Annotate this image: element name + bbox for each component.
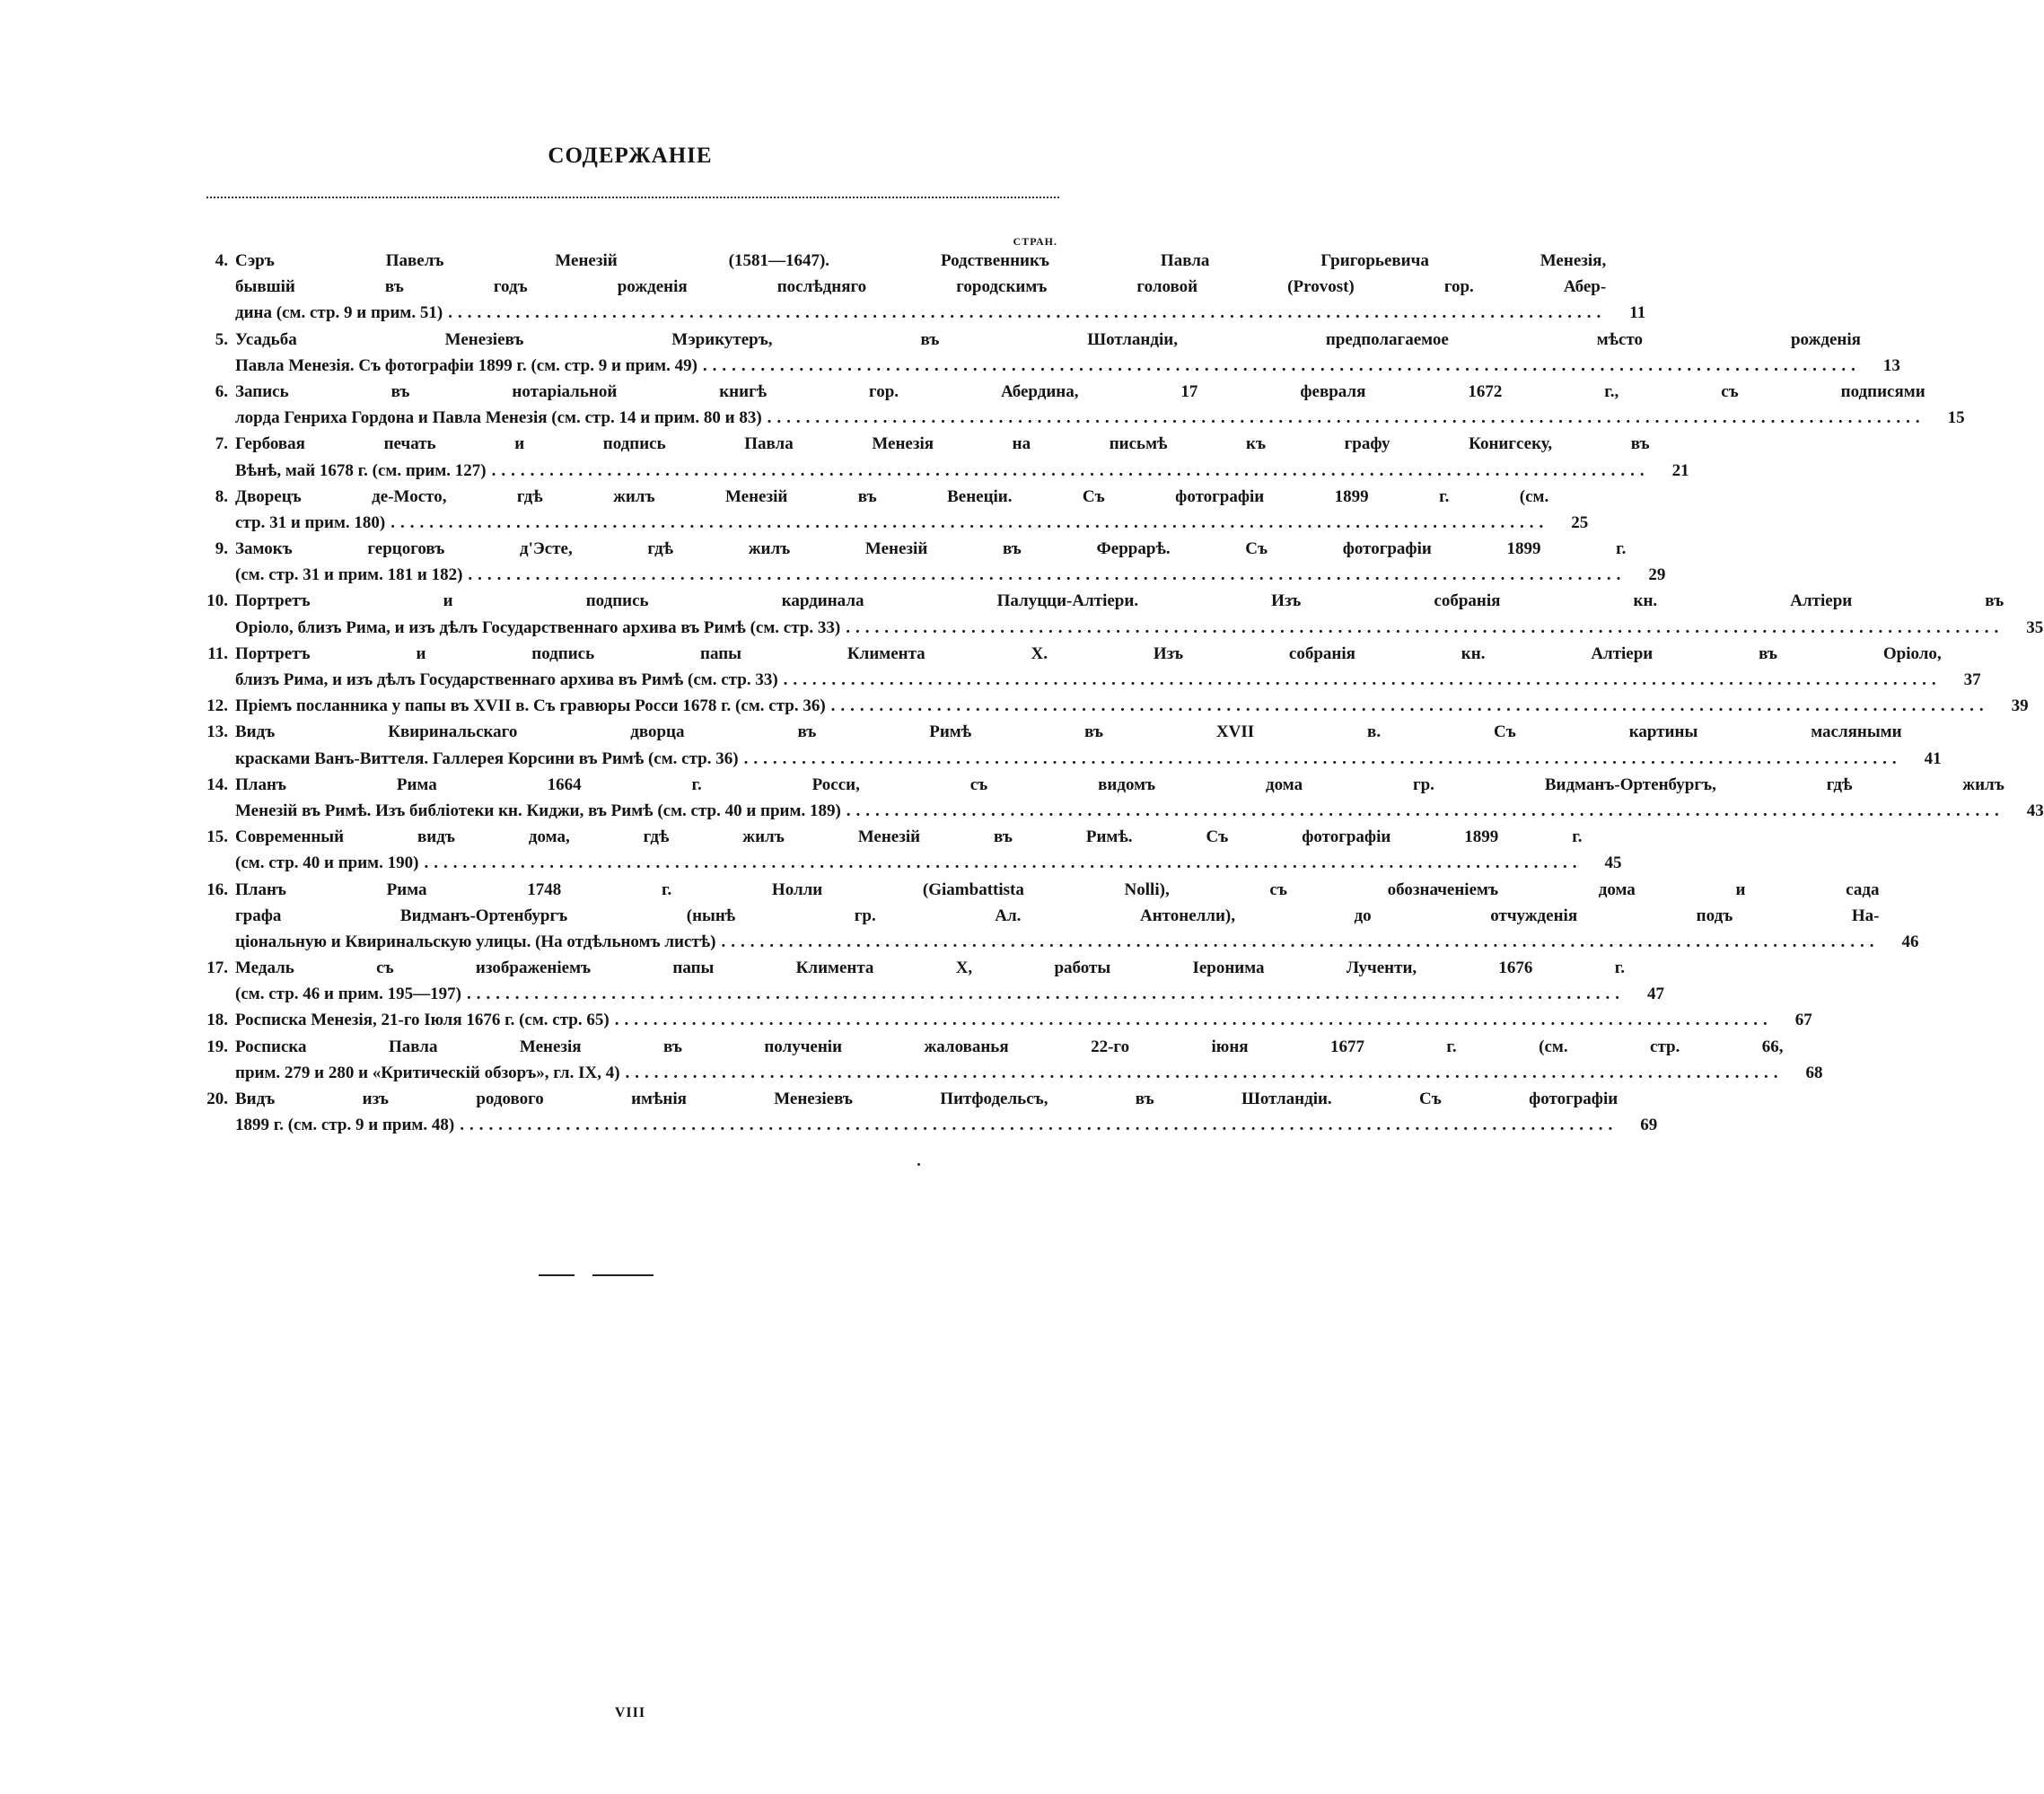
entry-number-column — [190, 877, 235, 903]
leader-dots: ........................................................................................................................ — [846, 801, 2005, 820]
entry-line-text: Портретъ и подпись папы Климента X. Изъ собранія кн. Алтіери въ Оріоло, — [235, 643, 1942, 663]
leader-dots: ........................................................................................................................ — [767, 408, 1926, 428]
contents-entry — [190, 536, 1666, 588]
entry-text — [235, 1086, 1618, 1138]
entry-page-number: 39 — [2011, 696, 2029, 716]
entry-text — [235, 379, 1926, 431]
entry-text — [235, 248, 1606, 327]
entry-line — [235, 274, 1606, 300]
entry-text — [235, 431, 1650, 483]
entry-line-text: близъ Рима, и изъ дѣлъ Государственнаго архива въ Римѣ (см. стр. 33) — [235, 670, 778, 689]
entry-line — [235, 536, 1626, 562]
entry-number-column — [190, 772, 235, 798]
entry-text — [235, 719, 1902, 771]
entry-line — [235, 955, 1625, 981]
contents-entry — [190, 588, 2044, 640]
entry-page-number: 37 — [1963, 670, 1981, 689]
entry-page-number: 41 — [1924, 748, 1942, 768]
entry-number-column — [190, 824, 235, 850]
entry-line — [235, 1060, 1784, 1086]
contents-entry — [190, 327, 1900, 379]
entry-number: 14. — [206, 774, 228, 794]
leader-dots: ........................................................................................................................ — [424, 853, 1583, 873]
entry-page-number: 11 — [1629, 303, 1646, 323]
entry-number: 10. — [206, 591, 228, 611]
entry-line-text: Дворецъ де-Мосто, гдѣ жилъ Менезій въ Венеціи. Съ фотографіи 1899 г. (см. — [235, 486, 1549, 506]
entry-number-column — [190, 1007, 235, 1033]
entry-number: 20. — [206, 1090, 228, 1108]
entry-number-column — [190, 641, 235, 667]
entry-line — [235, 510, 1548, 536]
entry-line — [235, 248, 1606, 274]
page-title: СОДЕРЖАНІЕ — [548, 144, 713, 168]
contents-list — [190, 248, 2044, 1138]
entry-line-text: дина (см. стр. 9 и прим. 51) — [235, 303, 443, 323]
leader-dots: ........................................................................................................................ — [846, 617, 2005, 637]
entry-line-text: Видъ Квиринальскаго дворца въ Римѣ въ XVII в. Съ картины масляными — [235, 722, 1902, 742]
entry-line — [235, 719, 1902, 745]
entry-page-number: 67 — [1794, 1011, 1812, 1030]
entry-line-text: красками Ванъ-Виттеля. Галлерея Корсини въ Римѣ (см. стр. 36) — [235, 748, 739, 768]
entry-line-text: Планъ Рима 1748 г. Нолли (Giambattista Nolli), съ обозначеніемъ дома и сада — [235, 879, 1880, 899]
entry-line-text: Росписка Павла Менезія въ полученіи жалованья 22-го іюня 1677 г. (см. стр. 66, — [235, 1037, 1784, 1056]
leader-dots: ........................................................................................................................ — [614, 1011, 1773, 1030]
leader-dots: ........................................................................................................................ — [625, 1063, 1784, 1082]
entry-line-text: бывшій въ годъ рожденія послѣдняго городскимъ головой (Provost) гор. Абер- — [235, 277, 1607, 297]
contents-entry — [190, 431, 1689, 483]
entry-line — [235, 562, 1626, 588]
entry-page-number: 29 — [1648, 565, 1666, 585]
entry-page-number: 46 — [1901, 932, 1919, 951]
entry-line-text: ціональную и Квиринальскую улицы. (На отдѣльномъ листѣ) — [235, 932, 716, 951]
entry-number-column — [190, 1034, 235, 1060]
entry-page-number: 35 — [2026, 617, 2044, 637]
entry-text — [235, 484, 1548, 536]
entry-line-text: Пріемъ посланника у папы въ XVII в. Съ гравюры Росси 1678 г. (см. стр. 36) — [235, 696, 826, 716]
leader-dots: ........................................................................................................................ — [466, 985, 1625, 1004]
entry-line-text: Оріоло, близъ Рима, и изъ дѣлъ Государственнаго архива въ Римѣ (см. стр. 33) — [235, 617, 841, 637]
entry-line — [235, 798, 2005, 824]
contents-entry — [190, 824, 1622, 876]
entry-number-column — [190, 955, 235, 981]
entry-number-column — [190, 327, 235, 353]
entry-number: 9. — [215, 539, 228, 559]
entry-line — [235, 850, 1582, 876]
contents-entry — [190, 1034, 1823, 1086]
entry-number-column — [190, 1086, 235, 1112]
entry-text — [235, 693, 1989, 719]
entry-line-text: Менезій въ Римѣ. Изъ библіотеки кн. Киджи, въ Римѣ (см. стр. 40 и прим. 189) — [235, 801, 841, 820]
entry-number-column — [190, 484, 235, 510]
leader-dots: ........................................................................................................................ — [491, 460, 1650, 480]
entry-page-number: 25 — [1571, 512, 1589, 532]
entry-text — [235, 327, 1861, 379]
entry-line — [235, 353, 1861, 379]
entry-text — [235, 877, 1879, 956]
title-rule-divider — [206, 197, 1059, 198]
entry-line — [235, 1086, 1618, 1112]
stray-mark — [917, 1163, 920, 1166]
entry-line — [235, 981, 1625, 1007]
leader-dots: ........................................................................................................................ — [743, 748, 1902, 768]
leader-dots: ........................................................................................................................ — [830, 696, 1989, 716]
entry-line-text: Вѣнѣ, май 1678 г. (см. прим. 127) — [235, 460, 487, 480]
page-column-heading: СТРАН. — [1013, 235, 1057, 248]
entry-number: 13. — [206, 722, 228, 742]
entry-line-text: Усадьба Менезіевъ Мэрикутеръ, въ Шотландіи, предполагаемое мѣсто рожденія — [235, 329, 1861, 349]
entry-line-text: Видъ изъ родового имѣнія Менезіевъ Питфодельсъ, въ Шотландіи. Съ фотографіи — [235, 1090, 1619, 1108]
entry-number-column — [190, 693, 235, 719]
entry-line-text: Планъ Рима 1664 г. Росси, съ видомъ дома гр. Видманъ-Ортенбургъ, гдѣ жилъ — [235, 774, 2005, 794]
entry-page-number: 47 — [1646, 985, 1664, 1004]
entry-line — [235, 431, 1650, 457]
entry-line — [235, 1112, 1618, 1138]
entry-line — [235, 824, 1582, 850]
entry-line — [235, 458, 1650, 484]
end-rule-divider — [539, 1274, 654, 1276]
leader-dots: ........................................................................................................................ — [468, 565, 1627, 585]
entry-line — [235, 1034, 1784, 1060]
entry-number-column — [190, 379, 235, 405]
entry-line-text: стр. 31 и прим. 180) — [235, 512, 386, 532]
entry-page-number: 13 — [1882, 355, 1900, 375]
entry-page-number: 43 — [2026, 801, 2044, 820]
entry-line — [235, 929, 1879, 955]
entry-line-text: Запись въ нотаріальной книгѣ гор. Абердина, 17 февраля 1672 г., съ подписями — [235, 381, 1926, 401]
leader-dots: ........................................................................................................................ — [702, 355, 1861, 375]
entry-line — [235, 667, 1942, 693]
entry-line-text: прим. 279 и 280 и «Критическій обзоръ», гл. IX, 4) — [235, 1063, 620, 1082]
leader-dots: ........................................................................................................................ — [460, 1116, 1619, 1135]
entry-number-column — [190, 248, 235, 274]
entry-line — [235, 772, 2005, 798]
entry-line — [235, 1007, 1773, 1033]
entry-page-number: 45 — [1604, 853, 1622, 873]
entry-line-text: Гербовая печать и подпись Павла Менезія на письмѣ къ графу Конигсеку, въ — [235, 434, 1650, 454]
entry-text — [235, 588, 2004, 640]
entry-line — [235, 484, 1548, 510]
entry-text — [235, 955, 1625, 1007]
contents-entry — [190, 379, 1965, 431]
entry-number: 17. — [206, 958, 228, 978]
contents-entry — [190, 641, 1981, 693]
entry-line-text: Сэръ Павелъ Менезій (1581—1647). Родственникъ Павла Григорьевича Менезія, — [235, 251, 1607, 270]
page-folio: VIII — [614, 1705, 646, 1720]
entry-number-column — [190, 719, 235, 745]
contents-entry — [190, 772, 2044, 824]
entry-text — [235, 824, 1582, 876]
entry-page-number: 21 — [1671, 460, 1689, 480]
leader-dots: ........................................................................................................................ — [448, 303, 1607, 323]
entry-line-text: Современный видъ дома, гдѣ жилъ Менезій въ Римѣ. Съ фотографіи 1899 г. — [235, 827, 1583, 847]
entry-text — [235, 772, 2005, 824]
entry-line-text: 1899 г. (см. стр. 9 и прим. 48) — [235, 1116, 455, 1135]
entry-line — [235, 300, 1606, 326]
entry-line-text: лорда Генриха Гордона и Павла Менезія (см. стр. 14 и прим. 80 и 83) — [235, 408, 762, 428]
contents-entry — [190, 484, 1589, 536]
entry-number: 18. — [206, 1011, 228, 1030]
contents-entry — [190, 955, 1664, 1007]
leader-dots: ........................................................................................................................ — [721, 932, 1880, 951]
entry-number: 4. — [215, 251, 228, 270]
contents-entry — [190, 719, 1942, 771]
entry-page-number: 68 — [1805, 1063, 1823, 1082]
entry-text — [235, 536, 1626, 588]
entry-line-text: (см. стр. 31 и прим. 181 и 182) — [235, 565, 463, 585]
entry-line — [235, 588, 2004, 614]
contents-entry — [190, 693, 2029, 719]
contents-entry — [190, 248, 1646, 327]
entry-number: 11. — [207, 643, 228, 663]
entry-line-text: графа Видманъ-Ортенбургъ (нынѣ гр. Ал. Антонелли), до отчужденія подъ На- — [235, 906, 1880, 925]
entry-number: 16. — [206, 879, 228, 899]
entry-line-text: Замокъ герцоговъ д'Эсте, гдѣ жилъ Менезій въ Феррарѣ. Съ фотографіи 1899 г. — [235, 539, 1627, 559]
entry-line — [235, 327, 1861, 353]
entry-text — [235, 641, 1942, 693]
entry-line — [235, 746, 1902, 772]
entry-line — [235, 877, 1879, 903]
entry-number-column — [190, 431, 235, 457]
entry-line-text: Медаль съ изображеніемъ папы Климента X, работы Іеронима Лученти, 1676 г. — [235, 958, 1625, 978]
entry-number-column — [190, 536, 235, 562]
entry-line — [235, 405, 1926, 431]
entry-number: 8. — [215, 486, 228, 506]
entry-number: 6. — [215, 381, 228, 401]
contents-entry — [190, 877, 1919, 956]
entry-number-column — [190, 588, 235, 614]
entry-line-text: Росписка Менезія, 21-го Іюля 1676 г. (см. стр. 65) — [235, 1011, 610, 1030]
contents-entry — [190, 1086, 1658, 1138]
contents-entry — [190, 1007, 1812, 1033]
entry-line — [235, 379, 1926, 405]
entry-number: 12. — [206, 696, 228, 716]
entry-text — [235, 1034, 1784, 1086]
entry-page-number: 69 — [1640, 1116, 1658, 1135]
entry-line-text: Павла Менезія. Съ фотографіи 1899 г. (см. стр. 9 и прим. 49) — [235, 355, 697, 375]
entry-number: 19. — [206, 1037, 228, 1056]
leader-dots: ........................................................................................................................ — [390, 512, 1549, 532]
entry-line — [235, 903, 1879, 929]
entry-line-text: (см. стр. 40 и прим. 190) — [235, 853, 419, 873]
entry-line-text: (см. стр. 46 и прим. 195—197) — [235, 985, 461, 1004]
entry-line — [235, 615, 2004, 641]
entry-text — [235, 1007, 1773, 1033]
entry-number: 7. — [215, 434, 228, 454]
entry-number: 5. — [215, 329, 228, 349]
entry-line-text: Портретъ и подпись кардинала Палуцци-Алтіери. Изъ собранія кн. Алтіери въ — [235, 591, 2005, 611]
leader-dots: ........................................................................................................................ — [783, 670, 1942, 689]
entry-number: 15. — [206, 827, 228, 847]
entry-line — [235, 641, 1942, 667]
entry-page-number: 15 — [1947, 408, 1965, 428]
entry-line — [235, 693, 1989, 719]
